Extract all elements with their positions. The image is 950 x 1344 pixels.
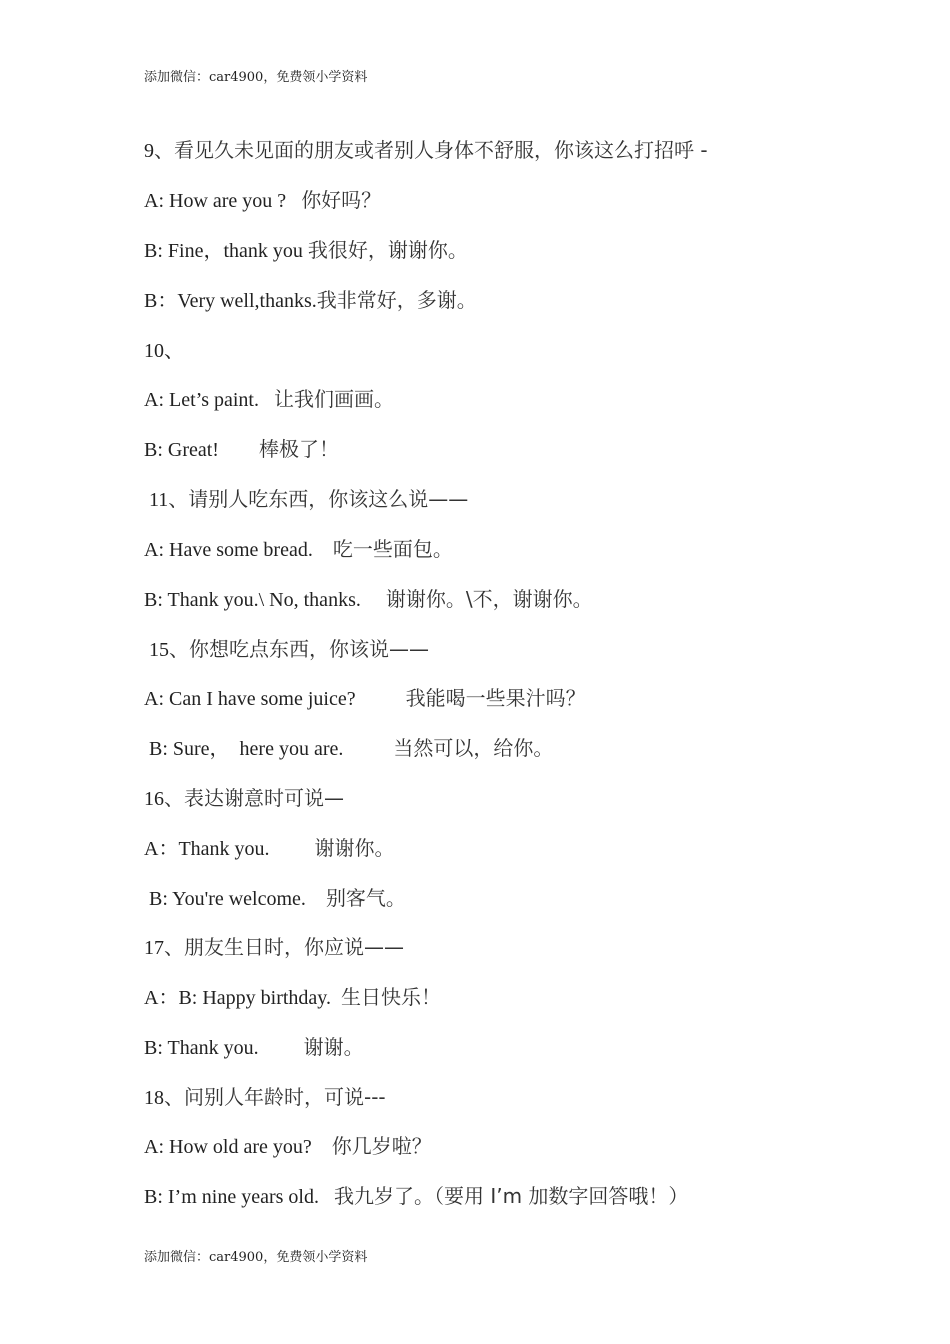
line-zh: 我很好，谢谢你。 <box>307 238 468 262</box>
line-en: B：Very well,thanks. <box>144 290 317 312</box>
line-zh: 、你想吃点东西，你该说—— <box>169 637 429 661</box>
page-header: 添加微信：car4900，免费领小学资料 <box>144 70 368 85</box>
line-en: A：Thank you. <box>144 838 315 860</box>
line-zh: 吃一些面包。 <box>332 537 453 561</box>
line-zh: 、问别人年龄时，可说--- <box>164 1085 386 1109</box>
dialogue-line-17b <box>144 1032 364 1062</box>
line-en: B: Thank you. <box>144 1037 304 1059</box>
dialogue-line-9b2 <box>144 285 477 315</box>
line-zh: 我非常好，多谢。 <box>316 288 477 312</box>
line-zh: 谢谢。 <box>303 1035 364 1059</box>
line-en: A: Can I have some juice? <box>144 688 406 710</box>
line-zh: 谢谢你。 <box>314 836 395 860</box>
line-zh: 你几岁啦？ <box>331 1134 432 1158</box>
dialogue-line-11a <box>144 534 453 564</box>
line-zh: 当然可以，给你。 <box>393 736 554 760</box>
line-zh: 让我们画画。 <box>273 387 394 411</box>
dialogue-line-11-heading <box>149 484 468 514</box>
line-en: 9 <box>144 140 154 162</box>
line-en: B: Great! <box>144 439 259 461</box>
dialogue-line-16a <box>144 833 395 863</box>
line-en: 10、 <box>144 340 184 362</box>
line-en: B: I’m nine years old. <box>144 1186 334 1208</box>
dialogue-line-11b <box>144 584 593 614</box>
line-zh: 、表达谢意时可说— <box>164 786 344 810</box>
dialogue-line-15-heading <box>149 634 429 664</box>
line-en: B: Thank you.\ No, thanks. <box>144 589 386 611</box>
dialogue-line-18a <box>144 1131 432 1161</box>
line-en: 18 <box>144 1087 164 1109</box>
dialogue-line-9a <box>144 185 381 215</box>
line-en: 15 <box>149 639 169 661</box>
line-zh: 谢谢你。\不，谢谢你。 <box>385 587 593 611</box>
dialogue-line-18b <box>144 1181 688 1211</box>
line-en: A: How old are you? <box>144 1136 332 1158</box>
line-zh: 棒极了！ <box>258 437 339 461</box>
dialogue-line-9-heading <box>144 135 708 165</box>
line-en: A: How are you ? <box>144 190 302 212</box>
line-zh: 、朋友生日时，你应说—— <box>164 935 404 959</box>
dialogue-line-17a <box>144 982 441 1012</box>
line-en: A: Have some bread. <box>144 539 333 561</box>
line-zh: 我九岁了。（要用 I’m 加数字回答哦！） <box>333 1184 689 1208</box>
dialogue-line-10b <box>144 434 339 464</box>
line-zh: 、请别人吃东西，你该这么说—— <box>168 487 469 511</box>
line-en: A：B: Happy birthday. <box>144 987 342 1009</box>
line-zh: 生日快乐！ <box>341 985 442 1009</box>
line-en: B: You're welcome. <box>149 888 326 910</box>
dialogue-line-15a <box>144 683 586 713</box>
line-zh: 你好吗？ <box>301 188 382 212</box>
dialogue-line-16b <box>149 883 406 913</box>
dialogue-line-9b <box>144 235 468 265</box>
line-en: B: Sure， here you are. <box>149 738 394 760</box>
line-zh: 我能喝一些果汁吗？ <box>405 686 586 710</box>
line-en: 11 <box>149 489 169 511</box>
line-en: 17 <box>144 937 164 959</box>
dialogue-line-17-heading <box>144 932 404 962</box>
line-en: 16 <box>144 788 164 810</box>
line-zh: 别客气。 <box>325 886 406 910</box>
line-en: B: Fine，thank you <box>144 240 308 262</box>
page-footer: 添加微信：car4900，免费领小学资料 <box>144 1250 368 1265</box>
line-en: A: Let’s paint. <box>144 389 274 411</box>
dialogue-line-15b <box>149 733 553 763</box>
dialogue-line-10-heading <box>144 335 184 365</box>
dialogue-line-16-heading <box>144 783 344 813</box>
line-zh: 、看见久未见面的朋友或者别人身体不舒服，你该这么打招呼 - <box>154 138 708 162</box>
dialogue-line-10a <box>144 384 394 414</box>
dialogue-line-18-heading <box>144 1082 386 1112</box>
